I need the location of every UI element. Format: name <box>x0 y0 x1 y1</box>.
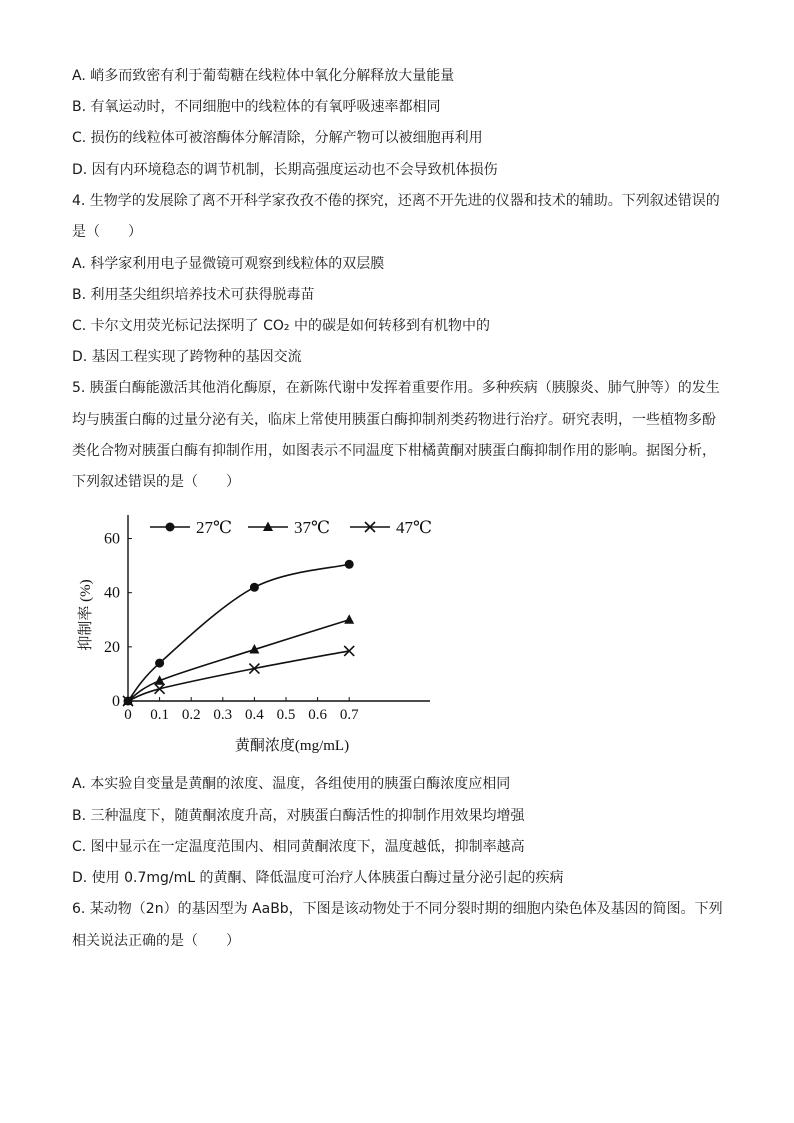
data-point-triangle <box>344 614 354 624</box>
legend-marker-circle <box>166 523 175 532</box>
x-tick-label: 0.4 <box>245 707 264 723</box>
inhibition-rate-chart <box>60 505 450 765</box>
x-tick-label: 0.6 <box>308 707 327 723</box>
text-line: B. 利用茎尖组织培养技术可获得脱毒苗 <box>72 287 315 303</box>
y-tick-label: 20 <box>104 638 120 656</box>
text-line: A. 科学家利用电子显微镜可观察到线粒体的双层膜 <box>72 256 385 272</box>
x-tick-label: 0.5 <box>276 707 296 723</box>
legend-label: 37℃ <box>294 518 331 537</box>
text-line: 6. 某动物（2n）的基因型为 AaBb，下图是该动物处于不同分裂时期的细胞内染色体及基因的简图。下列 <box>72 901 723 917</box>
text-line: B. 三种温度下，随黄酮浓度升高，对胰蛋白酶活性的抑制作用效果均增强 <box>72 808 525 824</box>
data-point-cross <box>155 684 165 694</box>
chart-markers <box>123 560 354 706</box>
y-tick-label: 60 <box>104 530 120 548</box>
data-point-circle <box>155 659 164 668</box>
x-tick-label: 0.3 <box>213 707 233 723</box>
text-line: C. 卡尔文用荧光标记法探明了 CO₂ 中的碳是如何转移到有机物中的 <box>72 318 490 334</box>
text-line: C. 图中显示在一定温度范围内、相同黄酮浓度下，温度越低，抑制率越高 <box>72 839 525 855</box>
text-line: B. 有氧运动时，不同细胞中的线粒体的有氧呼吸速率都相同 <box>72 99 441 115</box>
text-line: 类化合物对胰蛋白酶有抑制作用，如图表示不同温度下柑橘黄酮对胰蛋白酶抑制作用的影响。据图分析， <box>72 443 716 459</box>
x-tick-label: 0.1 <box>150 707 169 723</box>
text-line: A. 本实验自变量是黄酮的浓度、温度，各组使用的胰蛋白酶浓度应相同 <box>72 776 511 792</box>
text-line: D. 使用 0.7mg/mL 的黄酮、降低温度可治疗人体胰蛋白酶过量分泌引起的疾病 <box>72 870 564 886</box>
legend-label: 47℃ <box>396 518 433 537</box>
text-line: 下列叙述错误的是（ ） <box>72 474 240 490</box>
chart-axes <box>128 515 433 701</box>
text-line: 相关说法正确的是（ ） <box>72 933 240 949</box>
data-point-circle <box>345 560 354 569</box>
y-axis-label: 抑制率 (%) <box>78 579 94 651</box>
data-point-circle <box>250 583 259 592</box>
y-tick-label: 40 <box>104 584 120 602</box>
chart-legend <box>150 518 432 537</box>
text-line: A. 峭多而致密有利于葡萄糖在线粒体中氧化分解释放大量能量 <box>72 68 455 84</box>
text-line: 5. 胰蛋白酶能激活其他消化酶原，在新陈代谢中发挥着重要作用。多种疾病（胰腺炎、肺气肿等）的发生 <box>72 380 720 396</box>
x-tick-label: 0.2 <box>181 707 201 723</box>
x-tick-label: 0 <box>124 707 132 723</box>
text-line: 4. 生物学的发展除了离不开科学家孜孜不倦的探究，还离不开先进的仪器和技术的辅助。下列叙述错误的 <box>72 193 720 209</box>
y-tick-label: 0 <box>112 693 120 710</box>
legend-label: 27℃ <box>196 518 233 537</box>
x-tick-label: 0.7 <box>339 707 359 723</box>
text-line: 均与胰蛋白酶的过量分泌有关，临床上常使用胰蛋白酶抑制剂类药物进行治疗。研究表明，一些植物多酚 <box>72 412 716 428</box>
text-line: D. 因有内环境稳态的调节机制，长期高强度运动也不会导致机体损伤 <box>72 162 498 178</box>
text-line: D. 基因工程实现了跨物种的基因交流 <box>72 349 302 365</box>
series-line-cross <box>128 651 349 701</box>
text-line: C. 损伤的线粒体可被溶酶体分解清除，分解产物可以被细胞再利用 <box>72 130 483 146</box>
x-axis-label: 黄酮浓度(mg/mL) <box>234 738 350 754</box>
text-line: 是（ ） <box>72 224 142 240</box>
